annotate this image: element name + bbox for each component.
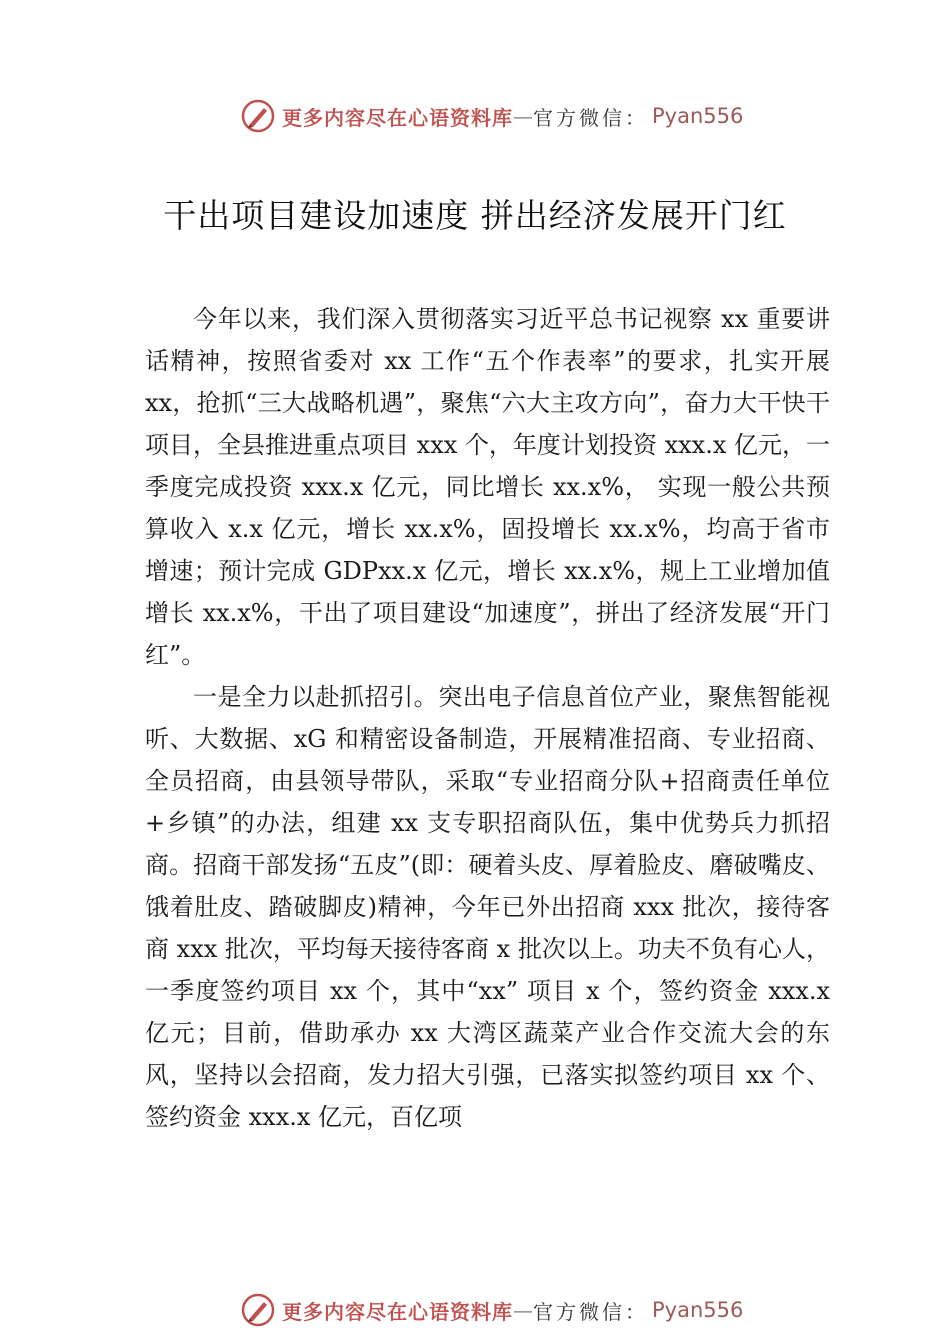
pen-logo-icon <box>240 1292 276 1328</box>
document-body <box>145 298 830 1138</box>
pen-logo-icon <box>240 98 276 134</box>
watermark-dash: — <box>513 1298 533 1322</box>
watermark-banner-top <box>240 96 743 136</box>
watermark-wechat-label: 官方微信： <box>533 1299 648 1324</box>
document-title: 干出项目建设加速度 拼出经济发展开门红 <box>163 196 787 235</box>
watermark-wechat-id: Pyan556 <box>652 104 744 128</box>
watermark-banner-bottom <box>240 1290 743 1330</box>
paragraph-intro: 今年以来，我们深入贯彻落实习近平总书记视察 xx 重要讲话精神，按照省委对 xx 工作“五个作表率”的要求，扎实开展 xx，抢抓“三大战略机遇”，聚焦“六大主攻方向”，奋力大干快干项目，全县推进重点项目 xxx 个，年度计划投资 xxx.x 亿元，一季度完成投资 xxx.x 亿元，同比增长 xx.x%， 实现一般公共预算收入 x.x 亿元，增长 xx.x%，固投增长 xx.x%，均高于省市增速；预计完成 GDPxx.x 亿元，增长 xx.x%，规上工业增加值增长 xx.x%，干出了项目建设“加速度”，拼出了经济发展“开门红”。 <box>145 305 830 669</box>
watermark-promo-text: 更多内容尽在心语资料库 <box>282 1299 513 1324</box>
watermark-wechat-label: 官方微信： <box>533 105 648 130</box>
watermark-promo-text: 更多内容尽在心语资料库 <box>282 105 513 130</box>
watermark-wechat-id: Pyan556 <box>652 1298 744 1322</box>
paragraph-investment-attraction: 一是全力以赴抓招引。突出电子信息首位产业，聚焦智能视听、大数据、xG 和精密设备制造，开展精准招商、专业招商、全员招商，由县领导带队，采取“专业招商分队+招商责任单位+乡镇”的办法，组建 xx 支专职招商队伍，集中优势兵力抓招商。招商干部发扬“五皮”(即：硬着头皮、厚着脸皮、磨破嘴皮、饿着肚皮、踏破脚皮)精神，今年已外出招商 xxx 批次，接待客商 xxx 批次，平均每天接待客商 x 批次以上。功夫不负有心人，一季度签约项目 xx 个，其中“xx” 项目 x 个，签约资金 xxx.x 亿元；目前，借助承办 xx 大湾区蔬菜产业合作交流大会的东风，坚持以会招商，发力招大引强，已落实拟签约项目 xx 个、签约资金 xxx.x 亿元，百亿项 <box>145 683 830 1131</box>
watermark-dash: — <box>513 104 533 128</box>
